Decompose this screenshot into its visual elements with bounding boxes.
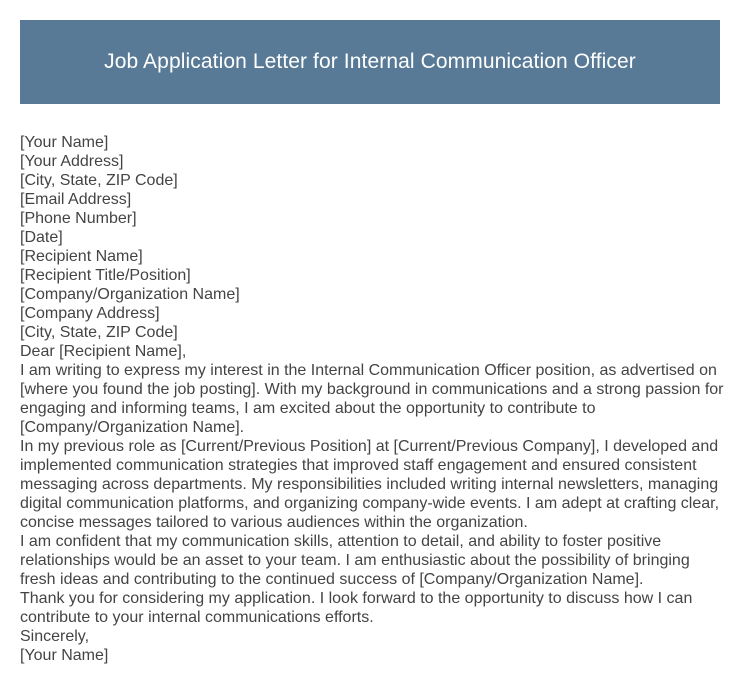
sender-email: [Email Address] — [20, 191, 132, 208]
recipient-company: [Company/Organization Name] — [20, 286, 240, 303]
paragraph-intro: I am writing to express my interest in the Internal Communication Officer position, as advertised on [where you found the job posting]. With my background in communications and a strong passion for engaging and informing teams, I am excited about the opportunity to contribute to [Company/Organization Name]. — [20, 362, 724, 436]
recipient-name: [Recipient Name] — [20, 248, 143, 265]
recipient-address: [Company Address] — [20, 305, 160, 322]
letter-body — [20, 133, 725, 665]
sender-address: [Your Address] — [20, 153, 124, 170]
paragraph-thanks: Thank you for considering my application. I look forward to the opportunity to discuss how I can contribute to your internal communications efforts. — [20, 590, 693, 626]
paragraph-experience: In my previous role as [Current/Previous Position] at [Current/Previous Company], I developed and implemented communication strategies that improved staff engagement and ensured consistent messaging across departments. My responsibilities included writing internal newsletters, managing digital communication platforms, and organizing company-wide events. I am adept at crafting clear, concise messages tailored to various audiences within the organization. — [20, 438, 720, 531]
letter-date: [Date] — [20, 229, 63, 246]
sender-name: [Your Name] — [20, 134, 109, 151]
salutation: Dear [Recipient Name], — [20, 343, 187, 360]
signature: [Your Name] — [20, 647, 109, 664]
recipient-city-state-zip: [City, State, ZIP Code] — [20, 324, 178, 341]
paragraph-skills: I am confident that my communication skills, attention to detail, and ability to foster positive relationships would be an asset to your team. I am enthusiastic about the possibility of bringing fresh ideas and contributing to the continued success of [Company/Organization Name]. — [20, 533, 690, 588]
sender-city-state-zip: [City, State, ZIP Code] — [20, 172, 178, 189]
sender-phone: [Phone Number] — [20, 210, 137, 227]
letter-header — [20, 20, 720, 104]
page-title: Job Application Letter for Internal Communication Officer — [104, 50, 636, 73]
recipient-title: [Recipient Title/Position] — [20, 267, 191, 284]
closing: Sincerely, — [20, 628, 90, 645]
